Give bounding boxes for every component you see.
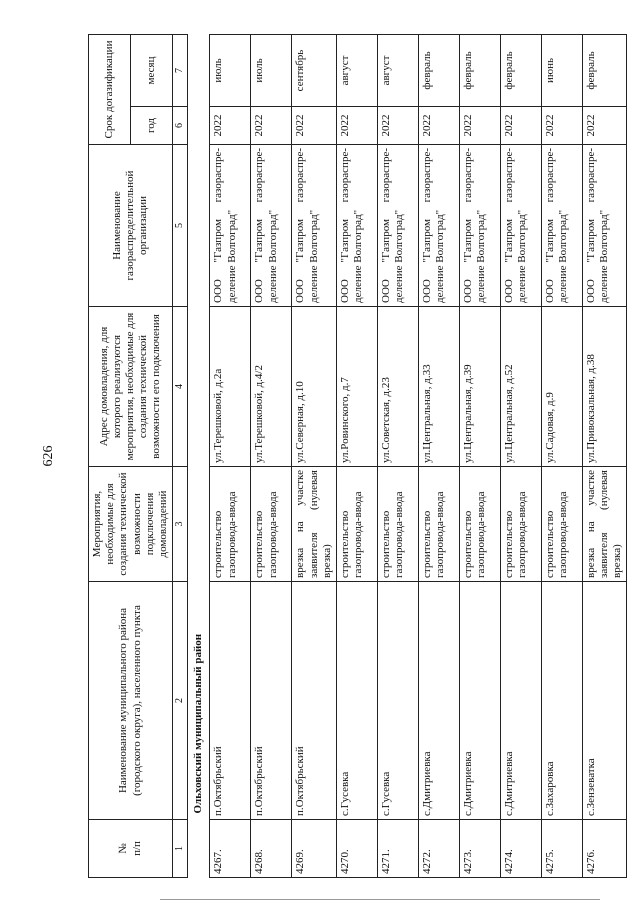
year-value: 2022	[541, 107, 582, 145]
address-text: ул.Ровинского, д.7	[336, 307, 377, 467]
col-number: 4	[173, 307, 188, 467]
rotated-table-container	[88, 35, 624, 878]
table-row	[292, 34, 337, 877]
measure-text: строительство газопровода-ввода	[541, 467, 582, 582]
row-number: 4272.	[418, 820, 459, 878]
year-value: 2022	[582, 107, 627, 145]
settlement-name: с.Гусевка	[377, 582, 418, 820]
row-number: 4270.	[336, 820, 377, 878]
address-text: ул.Садовая, д.9	[541, 307, 582, 467]
year-value: 2022	[251, 107, 292, 145]
measure-text: строительство газопровода-ввода	[251, 467, 292, 582]
address-text: ул.Северная, д.10	[292, 307, 337, 467]
header-month: месяц	[131, 34, 173, 106]
address-text: ул.Центральная, д.33	[418, 307, 459, 467]
organization-name: ООО "Газпром газораспре-деление Волгоград"	[251, 145, 292, 307]
table-row	[500, 34, 541, 877]
organization-name: ООО "Газпром газораспре-деление Волгоград"	[418, 145, 459, 307]
page-number: 626	[41, 445, 56, 467]
year-value: 2022	[418, 107, 459, 145]
measure-text: строительство газопровода-ввода	[418, 467, 459, 582]
month-value: февраль	[418, 34, 459, 106]
year-value: 2022	[292, 107, 337, 145]
gasification-table	[88, 34, 627, 878]
col-number: 6	[173, 107, 188, 145]
settlement-name: с.Дмитриевка	[418, 582, 459, 820]
table-row	[251, 34, 292, 877]
month-value: сентябрь	[292, 34, 337, 106]
settlement-name: с.Дмитриевка	[459, 582, 500, 820]
address-text: ул.Терешковой, д.2а	[210, 307, 251, 467]
row-number: 4269.	[292, 820, 337, 878]
organization-name: ООО "Газпром газораспре-деление Волгоград"	[377, 145, 418, 307]
year-value: 2022	[377, 107, 418, 145]
address-text: ул.Центральная, д.39	[459, 307, 500, 467]
header-name: Наименование муниципального района (городского округа), населенного пункта	[89, 582, 173, 820]
settlement-name: п.Октябрьский	[210, 582, 251, 820]
year-value: 2022	[500, 107, 541, 145]
month-value: июль	[210, 34, 251, 106]
header-no: № п/п	[89, 820, 173, 878]
table-row	[459, 34, 500, 877]
column-numbers-row	[173, 34, 188, 877]
table-row	[377, 34, 418, 877]
region-title: Ольховский муниципальный район	[192, 633, 205, 814]
organization-name: ООО "Газпром газораспре-деление Волгоград"	[292, 145, 337, 307]
address-text: ул.Терешковой, д.4/2	[251, 307, 292, 467]
table-row	[210, 34, 251, 877]
col-number: 3	[173, 467, 188, 582]
row-number: 4268.	[251, 820, 292, 878]
settlement-name: с.Гусевка	[336, 582, 377, 820]
month-value: август	[377, 34, 418, 106]
settlement-name: с.Захаровка	[541, 582, 582, 820]
organization-name: ООО "Газпром газораспре-деление Волгоград"	[500, 145, 541, 307]
row-number: 4271.	[377, 820, 418, 878]
settlement-name: п.Октябрьский	[292, 582, 337, 820]
organization-name: ООО "Газпром газораспре-деление Волгоград"	[336, 145, 377, 307]
measure-text: строительство газопровода-ввода	[500, 467, 541, 582]
month-value: июль	[251, 34, 292, 106]
year-value: 2022	[210, 107, 251, 145]
address-text: ул.Привокзальная, д.38	[582, 307, 627, 467]
organization-name: ООО "Газпром газораспре-деление Волгоград"	[459, 145, 500, 307]
organization-name: ООО "Газпром газораспре-деление Волгоград"	[210, 145, 251, 307]
measure-text: врезка на участке заявителя (нулевая врезка)	[292, 467, 337, 582]
measure-text: врезка на участке заявителя (нулевая врезка)	[582, 467, 627, 582]
header-address: Адрес домовладения, для которого реализуются мероприятия, необходимые для создания технической возможности его подключения	[89, 307, 173, 467]
table-row	[541, 34, 582, 877]
table-row	[418, 34, 459, 877]
table-row	[336, 34, 377, 877]
organization-name: ООО "Газпром газораспре-деление Волгоград"	[582, 145, 627, 307]
settlement-name: п.Октябрьский	[251, 582, 292, 820]
table-row	[582, 34, 627, 877]
measure-text: строительство газопровода-ввода	[459, 467, 500, 582]
row-number: 4275.	[541, 820, 582, 878]
measure-text: строительство газопровода-ввода	[336, 467, 377, 582]
month-value: август	[336, 34, 377, 106]
row-number: 4273.	[459, 820, 500, 878]
month-value: июнь	[541, 34, 582, 106]
scan-edge-line	[160, 899, 600, 900]
address-text: ул.Центральная, д.52	[500, 307, 541, 467]
col-number: 2	[173, 582, 188, 820]
month-value: февраль	[459, 34, 500, 106]
header-year: год	[131, 107, 173, 145]
measure-text: строительство газопровода-ввода	[377, 467, 418, 582]
settlement-name: с.Зензеватка	[582, 582, 627, 820]
region-row	[188, 34, 210, 877]
header-measures: Мероприятия, необходимые для создания технической возможности подключения домовладений	[89, 467, 173, 582]
row-number: 4267.	[210, 820, 251, 878]
col-number: 5	[173, 145, 188, 307]
row-number: 4274.	[500, 820, 541, 878]
header-org: Наименование газораспределительной организации	[89, 145, 173, 307]
organization-name: ООО "Газпром газораспре-деление Волгоград"	[541, 145, 582, 307]
month-value: февраль	[582, 34, 627, 106]
address-text: ул.Советская, д.23	[377, 307, 418, 467]
col-number: 7	[173, 34, 188, 106]
col-number: 1	[173, 820, 188, 878]
year-value: 2022	[459, 107, 500, 145]
settlement-name: с.Дмитриевка	[500, 582, 541, 820]
year-value: 2022	[336, 107, 377, 145]
row-number: 4276.	[582, 820, 627, 878]
measure-text: строительство газопровода-ввода	[210, 467, 251, 582]
header-term: Срок догазификации	[89, 34, 131, 144]
month-value: февраль	[500, 34, 541, 106]
